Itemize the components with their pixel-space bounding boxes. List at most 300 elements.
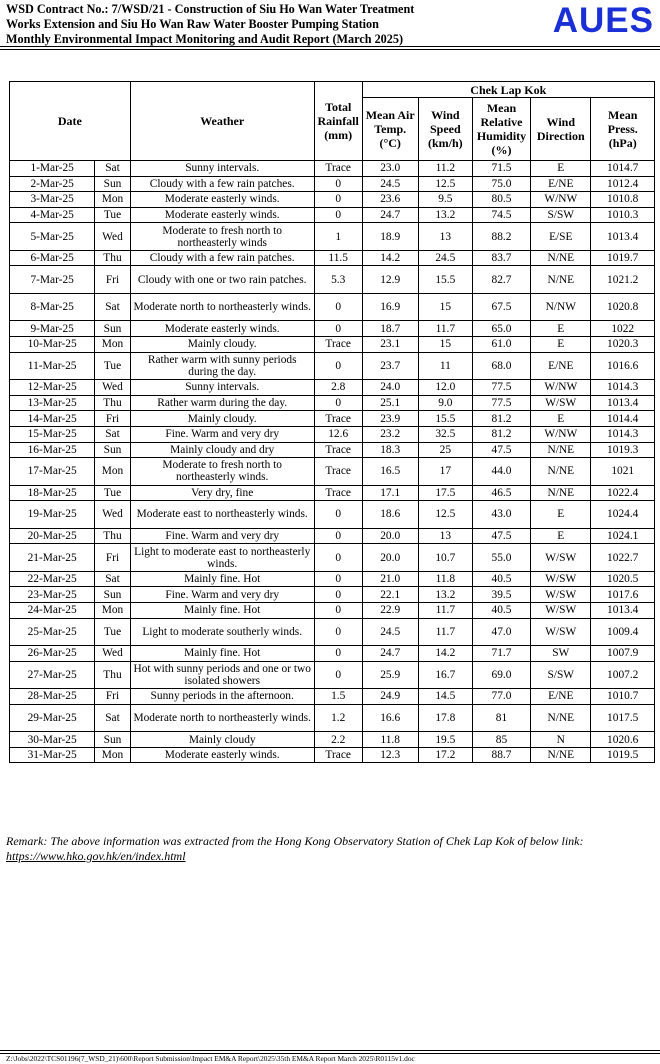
date-cell: 12-Mar-25 — [10, 380, 95, 396]
pressure-cell: 1014.4 — [591, 411, 655, 427]
date-cell: 18-Mar-25 — [10, 485, 95, 501]
humidity-cell: 82.7 — [472, 266, 530, 294]
pressure-cell: 1020.5 — [591, 571, 655, 587]
weather-cell: Cloudy with a few rain patches. — [130, 176, 314, 192]
wind-speed-cell: 12.5 — [418, 176, 472, 192]
wind-direction-cell: E/NE — [531, 352, 591, 380]
rainfall-cell: 0 — [314, 352, 362, 380]
humidity-cell: 39.5 — [472, 587, 530, 603]
weather-cell: Cloudy with one or two rain patches. — [130, 266, 314, 294]
rainfall-cell: Trace — [314, 411, 362, 427]
table-row — [10, 587, 655, 603]
table-row — [10, 395, 655, 411]
wind-speed-cell: 13 — [418, 528, 472, 544]
pressure-cell: 1024.4 — [591, 501, 655, 529]
wind-direction-cell: E/NE — [531, 176, 591, 192]
wind-speed-cell: 17.5 — [418, 485, 472, 501]
day-cell: Sat — [95, 293, 130, 321]
temp-cell: 22.1 — [362, 587, 418, 603]
pressure-cell: 1019.7 — [591, 250, 655, 266]
wind-speed-cell: 15.5 — [418, 411, 472, 427]
rainfall-cell: 0 — [314, 571, 362, 587]
humidity-cell: 80.5 — [472, 192, 530, 208]
table-row — [10, 571, 655, 587]
humidity-cell: 83.7 — [472, 250, 530, 266]
wind-direction-cell: W/NW — [531, 426, 591, 442]
day-cell: Mon — [95, 337, 130, 353]
wind-direction-cell: N — [531, 732, 591, 748]
date-cell: 3-Mar-25 — [10, 192, 95, 208]
pressure-cell: 1012.4 — [591, 176, 655, 192]
pressure-cell: 1010.7 — [591, 689, 655, 705]
wind-direction-cell: E — [531, 411, 591, 427]
weather-cell: Light to moderate east to northeasterly winds. — [130, 544, 314, 572]
temp-cell: 25.1 — [362, 395, 418, 411]
day-cell: Thu — [95, 250, 130, 266]
humidity-cell: 85 — [472, 732, 530, 748]
wind-direction-cell: W/SW — [531, 603, 591, 619]
table-row — [10, 411, 655, 427]
temp-cell: 23.2 — [362, 426, 418, 442]
weather-cell: Mainly cloudy. — [130, 337, 314, 353]
humidity-cell: 74.5 — [472, 207, 530, 223]
pressure-cell: 1020.6 — [591, 732, 655, 748]
date-cell: 11-Mar-25 — [10, 352, 95, 380]
rainfall-cell: 0 — [314, 192, 362, 208]
date-cell: 29-Mar-25 — [10, 704, 95, 732]
table-row — [10, 485, 655, 501]
rainfall-cell: 0 — [314, 501, 362, 529]
table-row — [10, 661, 655, 689]
temp-cell: 24.5 — [362, 176, 418, 192]
wind-speed-cell: 12.5 — [418, 501, 472, 529]
day-cell: Wed — [95, 501, 130, 529]
wind-speed-cell: 15.5 — [418, 266, 472, 294]
table-row — [10, 337, 655, 353]
header-line-1: WSD Contract No.: 7/WSD/21 - Construction of Siu Ho Wan Water Treatment — [6, 2, 415, 16]
day-cell: Sun — [95, 442, 130, 458]
wind-speed-cell: 16.7 — [418, 661, 472, 689]
wind-speed-cell: 12.0 — [418, 380, 472, 396]
temp-cell: 23.1 — [362, 337, 418, 353]
day-cell: Thu — [95, 395, 130, 411]
table-row — [10, 732, 655, 748]
pressure-cell: 1007.2 — [591, 661, 655, 689]
temp-cell: 23.7 — [362, 352, 418, 380]
remark-text: Remark: The above information was extracted from the Hong Kong Observatory Station of Chek Lap Kok of below link: — [6, 834, 584, 848]
weather-cell: Mainly fine. Hot — [130, 571, 314, 587]
day-cell: Wed — [95, 646, 130, 662]
footer-rule — [0, 1050, 660, 1051]
date-cell: 5-Mar-25 — [10, 223, 95, 251]
date-cell: 22-Mar-25 — [10, 571, 95, 587]
wind-speed-cell: 19.5 — [418, 732, 472, 748]
weather-cell: Moderate north to northeasterly winds. — [130, 704, 314, 732]
rainfall-cell: 2.8 — [314, 380, 362, 396]
header-humidity: Mean Relative Humidity (%) — [472, 98, 530, 161]
rainfall-cell: 0 — [314, 293, 362, 321]
day-cell: Fri — [95, 411, 130, 427]
header-wind-direction: Wind Direction — [531, 98, 591, 161]
humidity-cell: 44.0 — [472, 458, 530, 486]
table-row — [10, 689, 655, 705]
rainfall-cell: Trace — [314, 442, 362, 458]
humidity-cell: 88.7 — [472, 747, 530, 763]
temp-cell: 24.7 — [362, 646, 418, 662]
date-cell: 21-Mar-25 — [10, 544, 95, 572]
humidity-cell: 68.0 — [472, 352, 530, 380]
pressure-cell: 1014.7 — [591, 161, 655, 177]
rainfall-cell: Trace — [314, 747, 362, 763]
humidity-cell: 47.5 — [472, 442, 530, 458]
day-cell: Tue — [95, 618, 130, 646]
pressure-cell: 1017.5 — [591, 704, 655, 732]
day-cell: Sun — [95, 587, 130, 603]
temp-cell: 11.8 — [362, 732, 418, 748]
pressure-cell: 1022.7 — [591, 544, 655, 572]
wind-speed-cell: 13.2 — [418, 587, 472, 603]
rainfall-cell: 1.5 — [314, 689, 362, 705]
aues-logo: AUES — [552, 1, 654, 40]
weather-cell: Mainly fine. Hot — [130, 646, 314, 662]
temp-cell: 20.0 — [362, 544, 418, 572]
wind-direction-cell: S/SW — [531, 207, 591, 223]
date-cell: 10-Mar-25 — [10, 337, 95, 353]
rainfall-cell: 0 — [314, 587, 362, 603]
temp-cell: 17.1 — [362, 485, 418, 501]
weather-cell: Moderate easterly winds. — [130, 192, 314, 208]
date-cell: 23-Mar-25 — [10, 587, 95, 603]
date-cell: 24-Mar-25 — [10, 603, 95, 619]
date-cell: 8-Mar-25 — [10, 293, 95, 321]
rainfall-cell: Trace — [314, 458, 362, 486]
wind-speed-cell: 10.7 — [418, 544, 472, 572]
humidity-cell: 88.2 — [472, 223, 530, 251]
date-cell: 6-Mar-25 — [10, 250, 95, 266]
weather-cell: Moderate easterly winds. — [130, 747, 314, 763]
wind-direction-cell: W/SW — [531, 587, 591, 603]
wind-direction-cell: N/NE — [531, 442, 591, 458]
wind-direction-cell: E — [531, 337, 591, 353]
rainfall-cell: 5.3 — [314, 266, 362, 294]
header-temp: Mean Air Temp. (°C) — [362, 98, 418, 161]
humidity-cell: 47.0 — [472, 618, 530, 646]
date-cell: 16-Mar-25 — [10, 442, 95, 458]
pressure-cell: 1022 — [591, 321, 655, 337]
table-row — [10, 528, 655, 544]
humidity-cell: 65.0 — [472, 321, 530, 337]
pressure-cell: 1019.3 — [591, 442, 655, 458]
table-row — [10, 293, 655, 321]
humidity-cell: 77.5 — [472, 380, 530, 396]
wind-direction-cell: SW — [531, 646, 591, 662]
table-row — [10, 161, 655, 177]
humidity-cell: 40.5 — [472, 571, 530, 587]
temp-cell: 16.6 — [362, 704, 418, 732]
weather-cell: Fine. Warm and very dry — [130, 426, 314, 442]
pressure-cell: 1013.4 — [591, 223, 655, 251]
day-cell: Fri — [95, 544, 130, 572]
weather-cell: Sunny periods in the afternoon. — [130, 689, 314, 705]
table-row — [10, 646, 655, 662]
table-row — [10, 352, 655, 380]
header-rainfall: Total Rainfall (mm) — [314, 82, 362, 161]
rainfall-cell: 0 — [314, 544, 362, 572]
day-cell: Sat — [95, 426, 130, 442]
wind-speed-cell: 11.8 — [418, 571, 472, 587]
table-row — [10, 458, 655, 486]
day-cell: Thu — [95, 661, 130, 689]
humidity-cell: 75.0 — [472, 176, 530, 192]
weather-cell: Moderate easterly winds. — [130, 321, 314, 337]
wind-direction-cell: W/SW — [531, 395, 591, 411]
table-row — [10, 704, 655, 732]
pressure-cell: 1017.6 — [591, 587, 655, 603]
rainfall-cell: 0 — [314, 528, 362, 544]
rainfall-cell: 0 — [314, 176, 362, 192]
date-cell: 4-Mar-25 — [10, 207, 95, 223]
day-cell: Mon — [95, 747, 130, 763]
temp-cell: 18.9 — [362, 223, 418, 251]
day-cell: Mon — [95, 192, 130, 208]
wind-direction-cell: W/SW — [531, 571, 591, 587]
date-cell: 25-Mar-25 — [10, 618, 95, 646]
weather-cell: Hot with sunny periods and one or two isolated showers — [130, 661, 314, 689]
wind-speed-cell: 24.5 — [418, 250, 472, 266]
header-rule-thin — [0, 49, 660, 50]
humidity-cell: 69.0 — [472, 661, 530, 689]
wind-speed-cell: 14.5 — [418, 689, 472, 705]
wind-speed-cell: 15 — [418, 293, 472, 321]
temp-cell: 20.0 — [362, 528, 418, 544]
rainfall-cell: 0 — [314, 646, 362, 662]
date-cell: 26-Mar-25 — [10, 646, 95, 662]
humidity-cell: 71.7 — [472, 646, 530, 662]
wind-direction-cell: N/NE — [531, 266, 591, 294]
pressure-cell: 1021.2 — [591, 266, 655, 294]
wind-direction-cell: E — [531, 501, 591, 529]
temp-cell: 24.9 — [362, 689, 418, 705]
day-cell: Fri — [95, 266, 130, 294]
rainfall-cell: 0 — [314, 321, 362, 337]
date-cell: 7-Mar-25 — [10, 266, 95, 294]
temp-cell: 21.0 — [362, 571, 418, 587]
weather-cell: Moderate east to northeasterly winds. — [130, 501, 314, 529]
wind-speed-cell: 13 — [418, 223, 472, 251]
humidity-cell: 40.5 — [472, 603, 530, 619]
day-cell: Sat — [95, 704, 130, 732]
day-cell: Tue — [95, 207, 130, 223]
weather-cell: Mainly cloudy — [130, 732, 314, 748]
humidity-cell: 55.0 — [472, 544, 530, 572]
rainfall-cell: 0 — [314, 618, 362, 646]
temp-cell: 24.7 — [362, 207, 418, 223]
header-line-2: Works Extension and Siu Ho Wan Raw Water Booster Pumping Station — [6, 16, 379, 31]
humidity-cell: 81 — [472, 704, 530, 732]
wind-speed-cell: 25 — [418, 442, 472, 458]
wind-direction-cell: W/SW — [531, 618, 591, 646]
rainfall-cell: Trace — [314, 485, 362, 501]
day-cell: Thu — [95, 528, 130, 544]
temp-cell: 16.9 — [362, 293, 418, 321]
wind-speed-cell: 14.2 — [418, 646, 472, 662]
date-cell: 15-Mar-25 — [10, 426, 95, 442]
rainfall-cell: 0 — [314, 395, 362, 411]
wind-direction-cell: N/NW — [531, 293, 591, 321]
table-row — [10, 426, 655, 442]
temp-cell: 25.9 — [362, 661, 418, 689]
temp-cell: 24.0 — [362, 380, 418, 396]
date-cell: 30-Mar-25 — [10, 732, 95, 748]
date-cell: 28-Mar-25 — [10, 689, 95, 705]
wind-speed-cell: 17 — [418, 458, 472, 486]
header-rule — [0, 46, 660, 47]
humidity-cell: 46.5 — [472, 485, 530, 501]
rainfall-cell: 11.5 — [314, 250, 362, 266]
wind-direction-cell: N/NE — [531, 485, 591, 501]
wind-direction-cell: W/NW — [531, 380, 591, 396]
date-cell: 14-Mar-25 — [10, 411, 95, 427]
date-cell: 2-Mar-25 — [10, 176, 95, 192]
weather-cell: Moderate to fresh north to northeasterly winds. — [130, 458, 314, 486]
table-row — [10, 266, 655, 294]
table-row — [10, 207, 655, 223]
remark — [6, 834, 583, 863]
wind-direction-cell: S/SW — [531, 661, 591, 689]
day-cell: Fri — [95, 689, 130, 705]
weather-cell: Very dry, fine — [130, 485, 314, 501]
header-date: Date — [10, 82, 131, 161]
humidity-cell: 43.0 — [472, 501, 530, 529]
date-cell: 20-Mar-25 — [10, 528, 95, 544]
humidity-cell: 77.0 — [472, 689, 530, 705]
rainfall-cell: 2.2 — [314, 732, 362, 748]
weather-cell: Cloudy with a few rain patches. — [130, 250, 314, 266]
wind-direction-cell: N/NE — [531, 704, 591, 732]
table-row — [10, 603, 655, 619]
table-row — [10, 501, 655, 529]
weather-cell: Moderate to fresh north to northeasterly winds — [130, 223, 314, 251]
day-cell: Wed — [95, 380, 130, 396]
table-row — [10, 747, 655, 763]
temp-cell: 18.7 — [362, 321, 418, 337]
temp-cell: 16.5 — [362, 458, 418, 486]
day-cell: Sat — [95, 571, 130, 587]
weather-cell: Mainly cloudy. — [130, 411, 314, 427]
weather-cell: Light to moderate southerly winds. — [130, 618, 314, 646]
pressure-cell: 1010.8 — [591, 192, 655, 208]
temp-cell: 12.9 — [362, 266, 418, 294]
rainfall-cell: 12.6 — [314, 426, 362, 442]
weather-cell: Fine. Warm and very dry — [130, 528, 314, 544]
wind-direction-cell: N/NE — [531, 747, 591, 763]
weather-cell: Mainly fine. Hot — [130, 603, 314, 619]
report-header — [6, 2, 536, 46]
wind-speed-cell: 32.5 — [418, 426, 472, 442]
wind-direction-cell: E — [531, 161, 591, 177]
humidity-cell: 77.5 — [472, 395, 530, 411]
pressure-cell: 1020.3 — [591, 337, 655, 353]
wind-speed-cell: 11 — [418, 352, 472, 380]
wind-speed-cell: 11.2 — [418, 161, 472, 177]
date-cell: 27-Mar-25 — [10, 661, 95, 689]
weather-cell: Fine. Warm and very dry — [130, 587, 314, 603]
header-wind-speed: Wind Speed (km/h) — [418, 98, 472, 161]
humidity-cell: 81.2 — [472, 426, 530, 442]
wind-speed-cell: 13.2 — [418, 207, 472, 223]
hko-link[interactable]: https://www.hko.gov.hk/en/index.html — [6, 848, 186, 863]
day-cell: Tue — [95, 352, 130, 380]
wind-speed-cell: 11.7 — [418, 321, 472, 337]
table-row — [10, 380, 655, 396]
pressure-cell: 1014.3 — [591, 380, 655, 396]
pressure-cell: 1022.4 — [591, 485, 655, 501]
temp-cell: 23.6 — [362, 192, 418, 208]
wind-direction-cell: E — [531, 528, 591, 544]
weather-cell: Rather warm with sunny periods during the day. — [130, 352, 314, 380]
humidity-cell: 81.2 — [472, 411, 530, 427]
date-cell: 19-Mar-25 — [10, 501, 95, 529]
temp-cell: 23.9 — [362, 411, 418, 427]
date-cell: 9-Mar-25 — [10, 321, 95, 337]
table-row — [10, 442, 655, 458]
day-cell: Mon — [95, 603, 130, 619]
table-row — [10, 223, 655, 251]
temp-cell: 18.6 — [362, 501, 418, 529]
pressure-cell: 1021 — [591, 458, 655, 486]
wind-speed-cell: 17.8 — [418, 704, 472, 732]
weather-table — [9, 81, 655, 763]
table-row — [10, 544, 655, 572]
wind-direction-cell: W/NW — [531, 192, 591, 208]
pressure-cell: 1019.5 — [591, 747, 655, 763]
header-pressure: Mean Press. (hPa) — [591, 98, 655, 161]
day-cell: Wed — [95, 223, 130, 251]
rainfall-cell: Trace — [314, 337, 362, 353]
weather-cell: Moderate north to northeasterly winds. — [130, 293, 314, 321]
day-cell: Sun — [95, 176, 130, 192]
pressure-cell: 1014.3 — [591, 426, 655, 442]
date-cell: 1-Mar-25 — [10, 161, 95, 177]
wind-speed-cell: 11.7 — [418, 603, 472, 619]
pressure-cell: 1024.1 — [591, 528, 655, 544]
weather-cell: Rather warm during the day. — [130, 395, 314, 411]
humidity-cell: 61.0 — [472, 337, 530, 353]
pressure-cell: 1007.9 — [591, 646, 655, 662]
rainfall-cell: 0 — [314, 207, 362, 223]
temp-cell: 23.0 — [362, 161, 418, 177]
temp-cell: 22.9 — [362, 603, 418, 619]
temp-cell: 18.3 — [362, 442, 418, 458]
wind-speed-cell: 17.2 — [418, 747, 472, 763]
temp-cell: 12.3 — [362, 747, 418, 763]
day-cell: Sun — [95, 321, 130, 337]
date-cell: 17-Mar-25 — [10, 458, 95, 486]
pressure-cell: 1020.8 — [591, 293, 655, 321]
day-cell: Mon — [95, 458, 130, 486]
pressure-cell: 1013.4 — [591, 395, 655, 411]
weather-cell: Sunny intervals. — [130, 380, 314, 396]
pressure-cell: 1016.6 — [591, 352, 655, 380]
day-cell: Sun — [95, 732, 130, 748]
wind-speed-cell: 9.5 — [418, 192, 472, 208]
table-row — [10, 192, 655, 208]
weather-cell: Sunny intervals. — [130, 161, 314, 177]
weather-cell: Moderate easterly winds. — [130, 207, 314, 223]
table-row — [10, 618, 655, 646]
date-cell: 13-Mar-25 — [10, 395, 95, 411]
wind-direction-cell: E/SE — [531, 223, 591, 251]
